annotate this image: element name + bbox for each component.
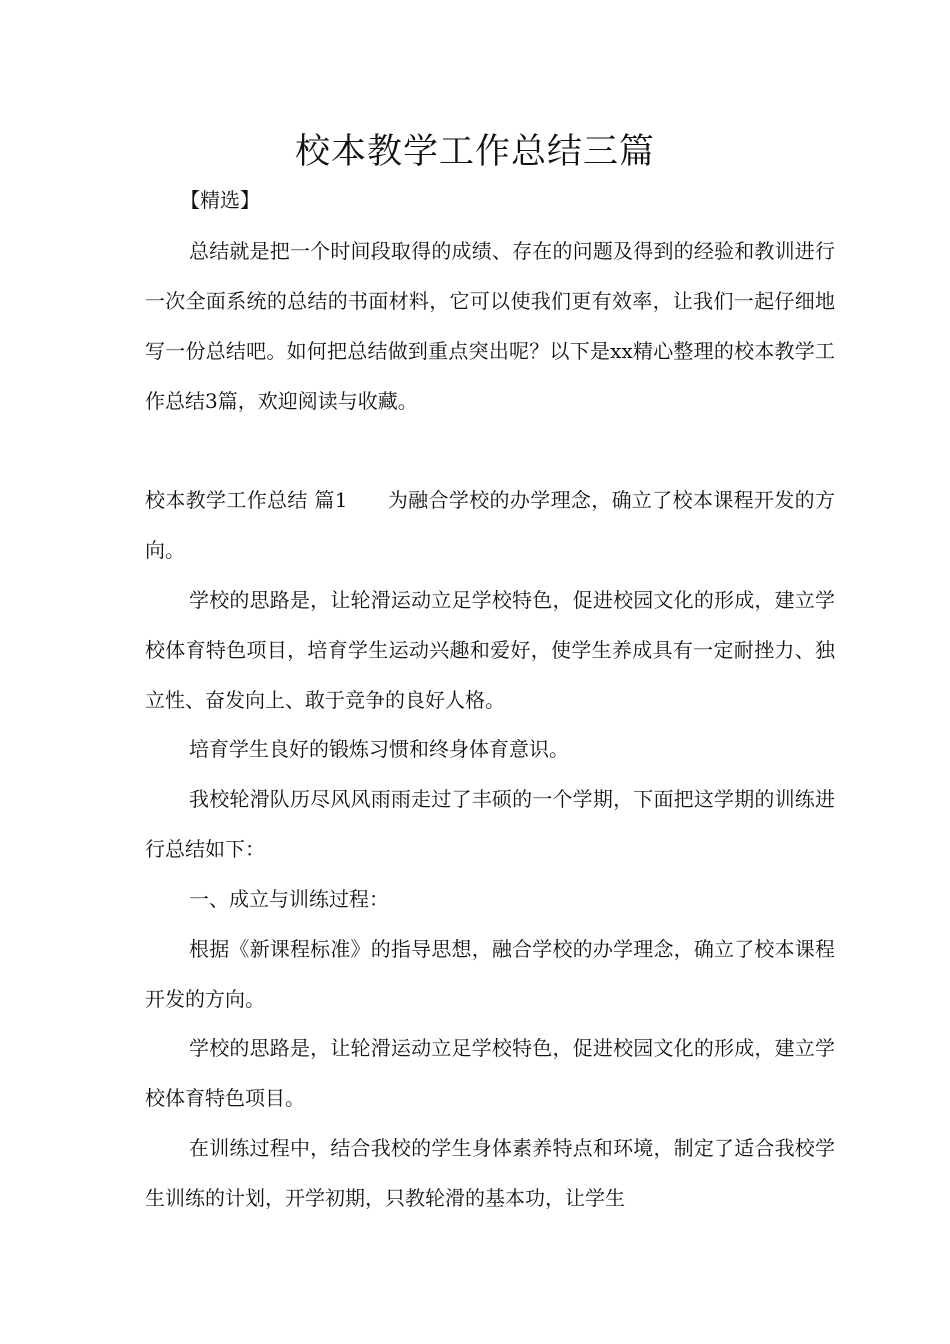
subheading-formation: 一、成立与训练过程： bbox=[189, 887, 389, 911]
selected-tag: 【精选】 bbox=[180, 188, 260, 212]
intro-paragraph: 总结就是把一个时间段取得的成绩、存在的问题及得到的经验和教训进行一次全面系统的总结的书面材料，它可以使我们更有效率，让我们一起仔细地写一份总结吧。如何把总结做到重点突出呢？以下是xx精心整理的校本教学工作总结3篇，欢迎阅读与收藏。 bbox=[145, 239, 835, 413]
body-paragraph-1: 学校的思路是，让轮滑运动立足学校特色，促进校园文化的形成，建立学校体育特色项目，培育学生运动兴趣和爱好，使学生养成具有一定耐挫力、独立性、奋发向上、敢于竞争的良好人格。 bbox=[145, 588, 835, 712]
section-heading: 校本教学工作总结 篇1 bbox=[145, 488, 348, 512]
body-paragraph-4: 根据《新课程标准》的指导思想，融合学校的办学理念，确立了校本课程开发的方向。 bbox=[145, 937, 835, 1011]
section-first-paragraph bbox=[145, 475, 835, 575]
body-paragraph-6: 在训练过程中，结合我校的学生身体素养特点和环境，制定了适合我校学生训练的计划，开学初期，只教轮滑的基本功，让学生 bbox=[145, 1136, 835, 1210]
document-title: 校本教学工作总结三篇 bbox=[294, 132, 655, 172]
section-first-text: 为融合学校的办学理念，确立了校本课程开发的方向。 bbox=[145, 488, 835, 562]
body-paragraph-3: 我校轮滑队历尽风风雨雨走过了丰硕的一个学期，下面把这学期的训练进行总结如下： bbox=[145, 787, 835, 861]
body-paragraph-5: 学校的思路是，让轮滑运动立足学校特色，促进校园文化的形成，建立学校体育特色项目。 bbox=[145, 1036, 835, 1110]
body-paragraph-2: 培育学生良好的锻炼习惯和终身体育意识。 bbox=[189, 737, 569, 761]
